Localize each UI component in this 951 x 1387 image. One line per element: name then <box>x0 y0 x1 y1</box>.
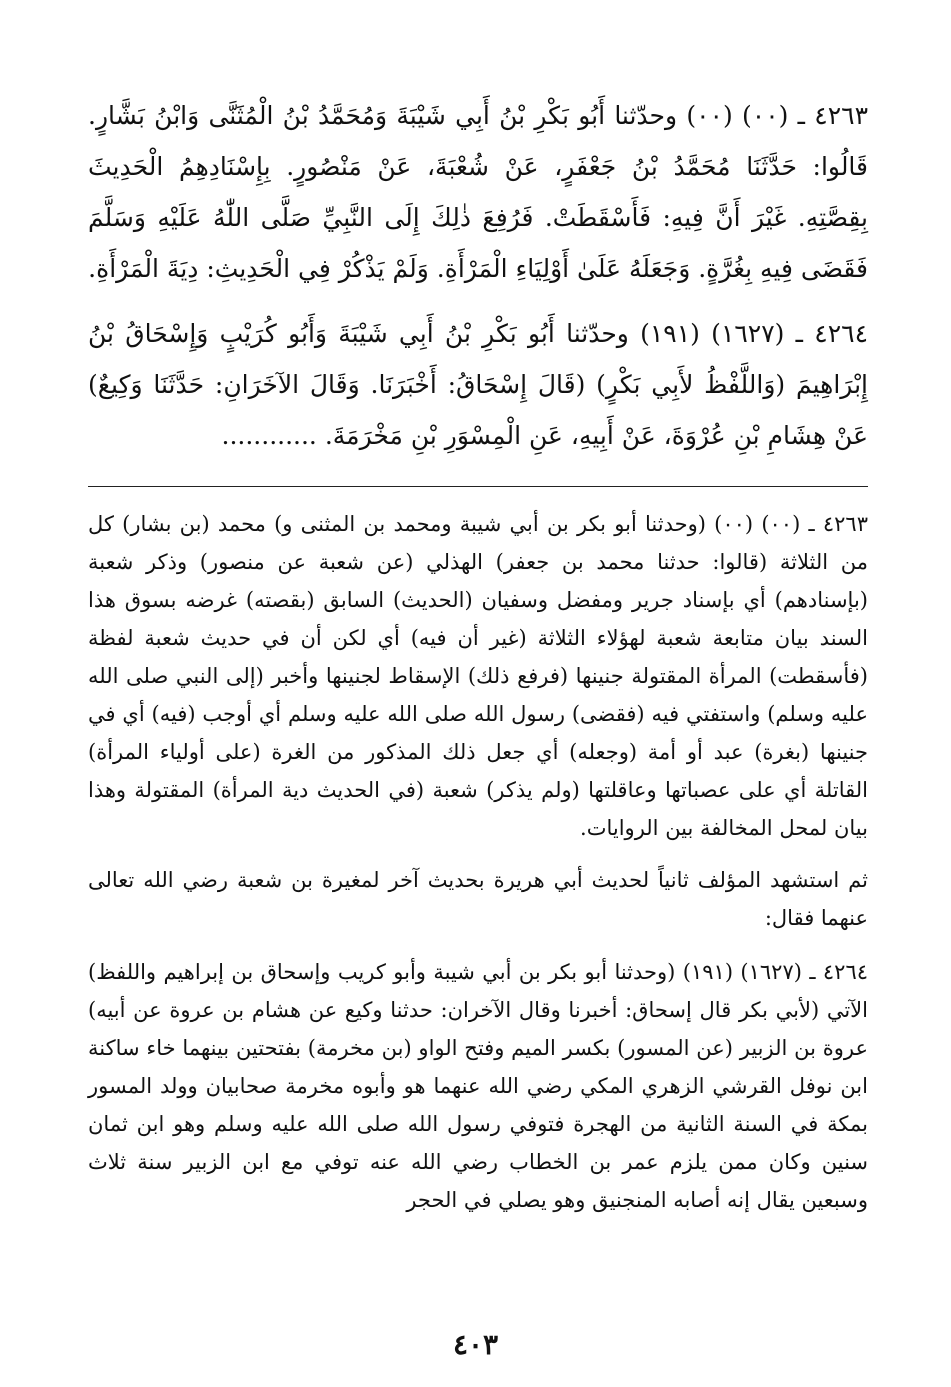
hadith-paragraph-4263: ٤٢٦٣ ـ (٠٠) (٠٠) وحدّثنا أَبُو بَكْرِ بْنُ أَبِي شَيْبَةَ وَمُحَمَّدُ بْنُ الْمُثَنَّى وَابْنُ بَشَّارٍ. قَالُوا: حَدَّثَنَا مُحَمَّدُ بْنُ جَعْفَرٍ، عَنْ شُعْبَةَ، عَنْ مَنْصُورٍ. بِإِسْنَادِهِمُ الْحَدِيثَ بِقِصَّتِهِ. غَيْرَ أَنَّ فِيهِ: فَأَسْقَطَتْ. فَرُفِعَ ذٰلِكَ إِلَى النَّبِيِّ صَلَّى اللّٰهُ عَلَيْهِ وَسَلَّمَ فَقَضَى فِيهِ بِغُرَّةٍ. وَجَعَلَهُ عَلَىٰ أَوْلِيَاءِ الْمَرْأَةِ. وَلَمْ يَذْكُرْ فِي الْحَدِيثِ: دِيَةَ الْمَرْأَةِ. <box>88 101 868 283</box>
commentary-transition: ثم استشهد المؤلف ثانياً لحديث أبي هريرة بحديث آخر لمغيرة بن شعبة رضي الله تعالى عنهما فقال: <box>88 868 868 930</box>
footnote-divider <box>88 486 868 487</box>
page-number: ٤٠٣ <box>452 1328 499 1361</box>
commentary-paragraph-4263: ٤٢٦٣ ـ (٠٠) (٠٠) (وحدثنا أبو بكر بن أبي شيبة ومحمد بن المثنى و) محمد (بن بشار) كل من الثلاثة (قالوا: حدثنا محمد بن جعفر) الهذلي (عن شعبة عن منصور) وذكر شعبة (بإسنادهم) أي بإسناد جرير ومفضل وسفيان (الحديث) السابق (بقصته) غرضه بسوق هذا السند بيان متابعة شعبة لهؤلاء الثلاثة (غير أن فيه) أي لكن أن في حديث شعبة لفظة (فأسقطت) المرأة المقتولة جنينها (فرفع ذلك) الإسقاط لجنينها وأخبر (إلى النبي صلى الله عليه وسلم) واستفتي فيه (فقضى) رسول الله صلى الله عليه وسلم أي أوجب (فيه) أي في جنينها (بغرة) عبد أو أمة (وجعله) أي جعل ذلك المذكور من الغرة (على أولياء المرأة) القاتلة أي على عصباتها وعاقلتها (ولم يذكر) شعبة (في الحديث دية المرأة) المقتولة وهذا بيان لمحل المخالفة بين الروايات. <box>88 512 868 840</box>
hadith-paragraph-4264: ٤٢٦٤ ـ (١٦٢٧) (١٩١) وحدّثنا أَبُو بَكْرِ بْنُ أَبِي شَيْبَةَ وَأَبُو كُرَيْبٍ وَإِسْحَاقُ بْنُ إِبْرَاهِيمَ (وَاللَّفْظُ لأَبِي بَكْرٍ) (قَالَ إِسْحَاقُ: أَخْبَرَنَا. وَقَالَ الآخَرَانِ: حَدَّثَنَا وَكِيعٌ) عَنْ هِشَامِ بْنِ عُرْوَةَ، عَنْ أَبِيهِ، عَنِ الْمِسْوَرِ بْنِ مَخْرَمَةَ. ............ <box>88 319 868 450</box>
commentary-paragraph-4264: ٤٢٦٤ ـ (١٦٢٧) (١٩١) (وحدثنا أبو بكر بن أبي شيبة وأبو كريب وإسحاق بن إبراهيم واللفظ) الآتي (لأبي بكر قال إسحاق: أخبرنا وقال الآخران: حدثنا وكيع عن هشام بن عروة عن أبيه) عروة بن الزبير (عن المسور) بكسر الميم وفتح الواو (بن مخرمة) بفتحتين بينهما خاء ساكنة ابن نوفل القرشي الزهري المكي رضي الله عنهما هو وأبوه مخرمة صحابيان وولد المسور بمكة في السنة الثانية من الهجرة فتوفي رسول الله صلى الله عليه وسلم وهو ابن ثمان سنين وكان ممن يلزم عمر بن الخطاب رضي الله عنه توفي مع ابن الزبير سنة ثلاث وسبعين يقال إنه أصابه المنجنيق وهو يصلي في الحجر <box>88 960 869 1212</box>
hadith-text-block <box>88 90 868 475</box>
commentary-block <box>88 505 868 1233</box>
